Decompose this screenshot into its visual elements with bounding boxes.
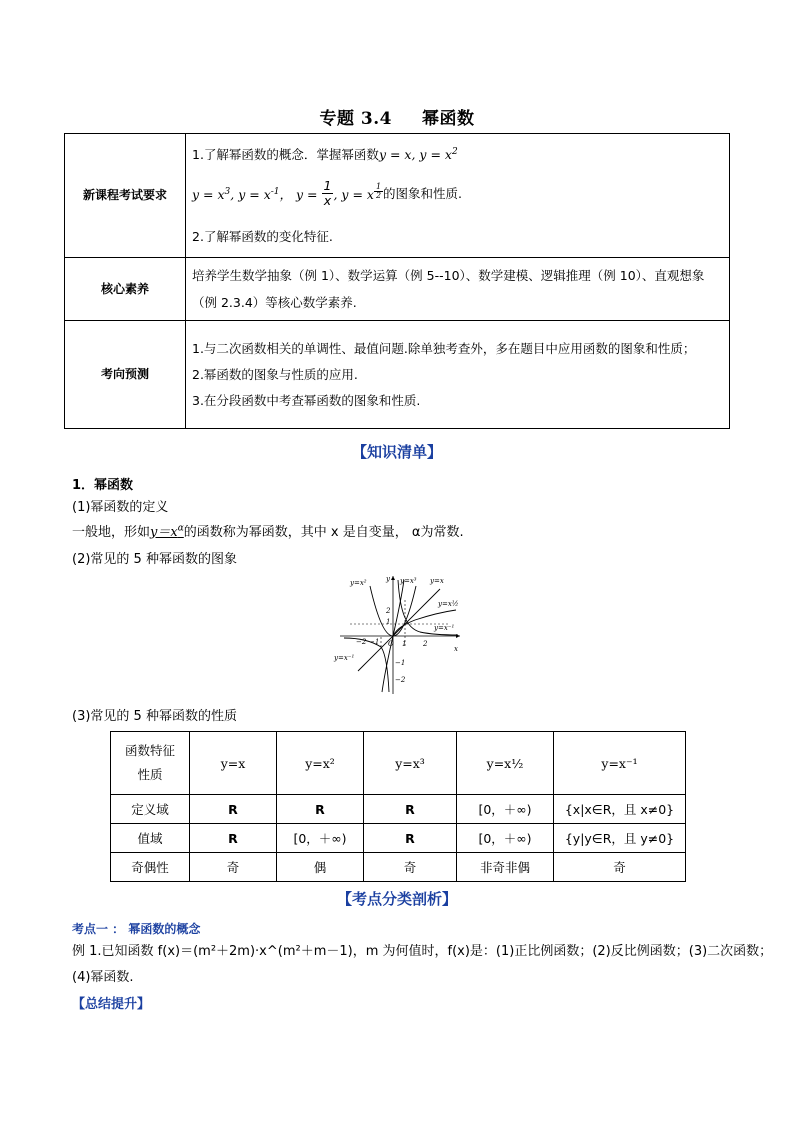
curve-y-xinv-left: [344, 638, 389, 692]
requirements-row-2: [65, 258, 730, 321]
table-cell: R: [364, 795, 457, 824]
table-cell: 非奇非偶: [457, 853, 554, 882]
tick-y-neg2: −2: [395, 676, 406, 684]
table-cell: 偶: [277, 853, 364, 882]
y-axis-arrow: [391, 576, 395, 580]
tick-x-neg2: −2: [356, 638, 367, 646]
row3-line3: 3.在分段函数中考查幂函数的图象和性质.: [192, 392, 421, 408]
row3-label: 考向预测: [65, 321, 186, 429]
analysis-heading: 【考点分类剖析】: [336, 890, 457, 908]
row3-line1: 1.与二次函数相关的单调性、最值问题.除单独考查外，多在题目中应用函数的图象和性质；: [192, 340, 696, 356]
row-name: 奇偶性: [111, 853, 190, 882]
header-label-cell: 函数特征 性质: [111, 732, 190, 795]
label-y-xinv-right: y=x⁻¹: [434, 624, 455, 632]
table-cell: {y|y∈R，且 y≠0}: [554, 824, 686, 853]
properties-table: [110, 731, 686, 882]
graph-heading: (2)常见的 5 种幂函数的图象: [72, 552, 237, 567]
row3-line2: 2.幂函数的图象与性质的应用.: [192, 366, 358, 382]
requirements-row-3: [65, 321, 730, 429]
row2-content: 培养学生数学抽象（例 1）、数学运算（例 5--10）、数学建模、逻辑推理（例 10）、直观想象（例 2.3.4）等核心数学素养.: [186, 258, 730, 321]
label-y-x: y=x: [430, 577, 444, 585]
summary-heading: 【总结提升】: [72, 997, 151, 1012]
example-1-line1: 例 1.已知函数 f(x)＝(m²＋2m)·x^(m²＋m－1)，m 为何值时，f(x)是：(1)正比例函数；(2)反比例函数；(3)二次函数；: [72, 944, 773, 959]
header-func-1: y=x: [190, 732, 277, 795]
tick-y-neg1: −1: [395, 659, 406, 667]
row-name: 值域: [111, 824, 190, 853]
requirements-table: [64, 133, 730, 429]
title-main: 专题 3.4: [319, 109, 392, 129]
label-y-xhalf: y=x½: [438, 600, 459, 608]
row1-line3: 2.了解幂函数的变化特征.: [192, 228, 333, 244]
header-func-2: y=x²: [277, 732, 364, 795]
row1-content: [186, 134, 730, 258]
label-y-xinv-left: y=x⁻¹: [334, 654, 355, 662]
tick-y-1: 1: [386, 618, 391, 626]
title-sub: 幂函数: [422, 109, 475, 129]
tick-x-1: 1: [402, 640, 407, 648]
table-cell: 奇: [364, 853, 457, 882]
table-cell: 奇: [190, 853, 277, 882]
definition-formula: $y=x^\alpha$: [150, 523, 184, 540]
table-row: [111, 824, 686, 853]
row3-content: [186, 321, 730, 429]
tick-x-2: 2: [423, 640, 428, 648]
table-cell: [0，＋∞): [457, 795, 554, 824]
example-1-line2: (4)幂函数.: [72, 970, 134, 985]
row1-label: 新课程考试要求: [65, 134, 186, 258]
table-cell: [0，＋∞): [457, 824, 554, 853]
properties-header-row: [111, 732, 686, 795]
requirements-row-1: [65, 134, 730, 258]
table-cell: [0，＋∞): [277, 824, 364, 853]
table-cell: {x|x∈R，且 x≠0}: [554, 795, 686, 824]
row2-label: 核心素养: [65, 258, 186, 321]
header-func-4: y=x½: [457, 732, 554, 795]
axis-y-label: y: [386, 575, 390, 583]
label-y-x3: y=x³: [400, 577, 417, 585]
table-cell: 奇: [554, 853, 686, 882]
definition-heading: (1)幂函数的定义: [72, 500, 169, 515]
header-func-5: y=x⁻¹: [554, 732, 686, 795]
row1-line1: 1.了解幂函数的概念．掌握幂函数y = x, $y = x^2$: [192, 147, 458, 163]
definition-text: 一般地，形如$y=x^\alpha$的函数称为幂函数，其中 x 是自变量， α为常数.: [72, 523, 464, 540]
page-title: [0, 104, 794, 129]
table-cell: R: [364, 824, 457, 853]
table-row: [111, 853, 686, 882]
table-cell: R: [190, 824, 277, 853]
tick-x-neg1: −1: [369, 638, 380, 646]
table-row: [111, 795, 686, 824]
power-functions-graph: [330, 572, 465, 696]
origin-label: O: [388, 640, 394, 648]
tick-y-2: 2: [386, 607, 391, 615]
row1-line2: $y = x^3$, $y = x^{-1}$， y = $\frac{1}{x}$ , y = x $^{\frac{1}{2}}$ 的图象和性质.: [192, 178, 463, 209]
section-1-title: 1．幂函数: [72, 478, 134, 493]
table-cell: R: [277, 795, 364, 824]
label-y-x2: y=x²: [350, 579, 367, 587]
curve-y-xhalf: [393, 610, 456, 636]
properties-heading: (3)常见的 5 种幂函数的性质: [72, 709, 237, 724]
point-1-title: 考点一 ： 幂函数的概念: [72, 922, 201, 936]
table-cell: R: [190, 795, 277, 824]
knowledge-heading: 【知识清单】: [351, 443, 442, 461]
header-func-3: y=x³: [364, 732, 457, 795]
axis-x-label: x: [454, 645, 458, 653]
row-name: 定义域: [111, 795, 190, 824]
